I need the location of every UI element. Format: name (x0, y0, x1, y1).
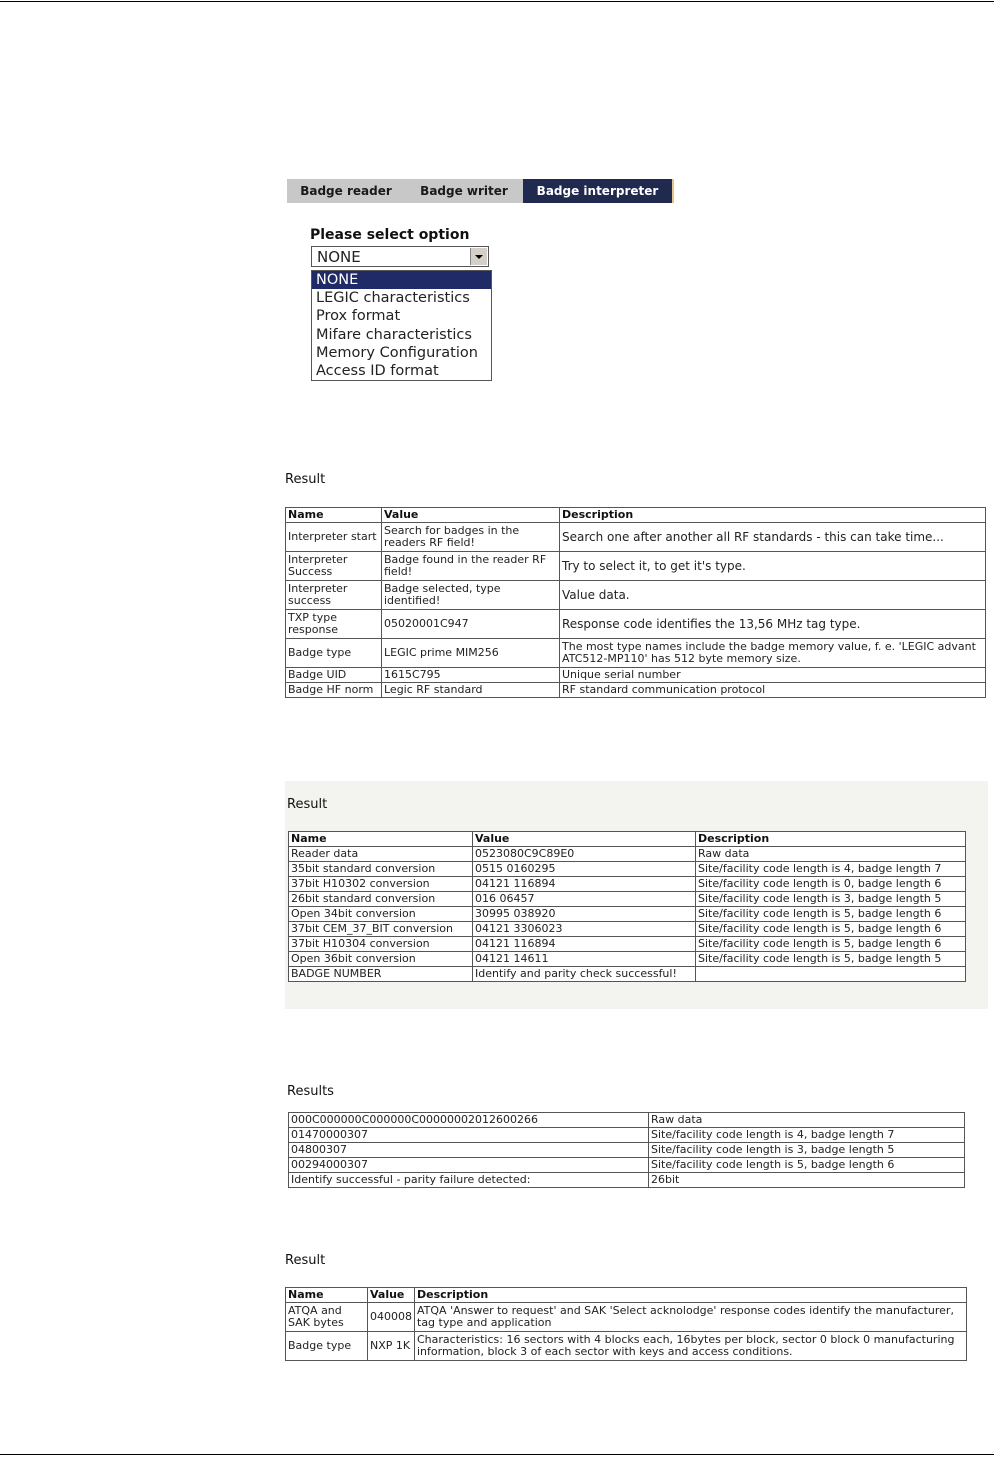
top-rule (0, 1, 994, 2)
cell: 1615C795 (382, 668, 560, 683)
table-row (289, 1143, 965, 1158)
cell: LEGIC prime MIM256 (382, 639, 560, 668)
cell: Characteristics: 16 sectors with 4 blocks each, 16bytes per block, sector 0 block 0 manufacturing information, block 3 of each sector with keys and access conditions. (415, 1332, 967, 1361)
table-row (289, 1158, 965, 1173)
cell: 37bit CEM_37_BIT conversion (289, 922, 473, 937)
table-row (286, 523, 986, 552)
table-row (289, 1113, 965, 1128)
cell: Unique serial number (560, 668, 986, 683)
bottom-rule (0, 1454, 994, 1455)
col-header: Description (415, 1288, 967, 1303)
cell: Badge found in the reader RF field! (382, 552, 560, 581)
cell: Site/facility code length is 5, badge length 6 (696, 937, 966, 952)
cell: Search for badges in the readers RF field! (382, 523, 560, 552)
cell: Identify successful - parity failure detected: (289, 1173, 649, 1188)
cell: NXP 1K (368, 1332, 415, 1361)
table-row (286, 668, 986, 683)
cell: 30995 038920 (473, 907, 696, 922)
cell: Interpreter success (286, 581, 382, 610)
chevron-down-icon[interactable] (470, 248, 487, 265)
cell: Try to select it, to get it's type. (560, 552, 986, 581)
table-row (286, 610, 986, 639)
select-value: NONE (317, 248, 361, 266)
col-header: Name (286, 1288, 368, 1303)
result4-title: Result (285, 1253, 326, 1268)
table-row (289, 922, 966, 937)
col-header: Name (289, 832, 473, 847)
table-row (289, 937, 966, 952)
cell: 04121 14611 (473, 952, 696, 967)
cell: 05020001C947 (382, 610, 560, 639)
cell: 04121 3306023 (473, 922, 696, 937)
result2-table (288, 831, 966, 982)
cell: Badge UID (286, 668, 382, 683)
cell: Badge type (286, 639, 382, 668)
result3-title: Results (287, 1084, 334, 1099)
result3-table (288, 1112, 965, 1188)
table-row (289, 892, 966, 907)
table-row (286, 683, 986, 698)
cell: The most type names include the badge memory value, f. e. 'LEGIC advant ATC512-MP110' has 512 byte memory size. (560, 639, 986, 668)
table-row (289, 1173, 965, 1188)
table-row (289, 1128, 965, 1143)
cell: Interpreter start (286, 523, 382, 552)
cell: Search one after another all RF standards - this can take time... (560, 523, 986, 552)
cell: Legic RF standard (382, 683, 560, 698)
cell: Site/facility code length is 3, badge length 5 (649, 1143, 965, 1158)
cell: Badge type (286, 1332, 368, 1361)
cell: Site/facility code length is 3, badge length 5 (696, 892, 966, 907)
cell: 0515 0160295 (473, 862, 696, 877)
cell (696, 967, 966, 982)
table-row (286, 1303, 967, 1332)
table-row (286, 581, 986, 610)
cell: 35bit standard conversion (289, 862, 473, 877)
table-row (289, 967, 966, 982)
cell: 040008 (368, 1303, 415, 1332)
tab-badge-interpreter[interactable]: Badge interpreter (523, 179, 672, 203)
cell: Raw data (696, 847, 966, 862)
table-row (286, 1332, 967, 1361)
cell: 37bit H10304 conversion (289, 937, 473, 952)
cell: BADGE NUMBER (289, 967, 473, 982)
col-header: Description (560, 508, 986, 523)
cell: Open 34bit conversion (289, 907, 473, 922)
cell: Site/facility code length is 4, badge length 7 (649, 1128, 965, 1143)
result2-title: Result (287, 797, 328, 812)
option-access-id[interactable]: Access ID format (316, 362, 439, 379)
cell: Badge selected, type identified! (382, 581, 560, 610)
option-select[interactable] (311, 246, 489, 267)
cell: Identify and parity check successful! (473, 967, 696, 982)
result1-table (285, 507, 986, 698)
option-mifare[interactable]: Mifare characteristics (316, 326, 472, 343)
cell: Site/facility code length is 4, badge length 7 (696, 862, 966, 877)
cell: ATQA and SAK bytes (286, 1303, 368, 1332)
cell: Reader data (289, 847, 473, 862)
option-none[interactable]: NONE (312, 271, 491, 289)
table-row (289, 862, 966, 877)
cell: 00294000307 (289, 1158, 649, 1173)
cell: Value data. (560, 581, 986, 610)
cell: 26bit (649, 1173, 965, 1188)
result1-title: Result (285, 472, 326, 487)
tab-badge-reader[interactable]: Badge reader (300, 184, 392, 198)
col-header: Description (696, 832, 966, 847)
col-header: Value (382, 508, 560, 523)
cell: Response code identifies the 13,56 MHz tag type. (560, 610, 986, 639)
cell: ATQA 'Answer to request' and SAK 'Select acknolodge' response codes identify the manufacturer, tag type and application (415, 1303, 967, 1332)
col-header: Value (368, 1288, 415, 1303)
option-prox[interactable]: Prox format (316, 308, 401, 325)
cell: 04121 116894 (473, 877, 696, 892)
col-header: Value (473, 832, 696, 847)
result4-table (285, 1287, 967, 1361)
cell: Site/facility code length is 5, badge length 6 (696, 922, 966, 937)
cell: Raw data (649, 1113, 965, 1128)
table-row (289, 877, 966, 892)
cell: 016 06457 (473, 892, 696, 907)
option-memory[interactable]: Memory Configuration (316, 344, 478, 361)
cell: Interpreter Success (286, 552, 382, 581)
table-row (289, 952, 966, 967)
tab-bar (287, 179, 674, 203)
col-header: Name (286, 508, 382, 523)
cell: Site/facility code length is 0, badge length 6 (696, 877, 966, 892)
cell: 01470000307 (289, 1128, 649, 1143)
table-row (289, 847, 966, 862)
cell: Badge HF norm (286, 683, 382, 698)
cell: TXP type response (286, 610, 382, 639)
option-dropdown (311, 270, 492, 381)
cell: RF standard communication protocol (560, 683, 986, 698)
cell: 000C000000C000000C00000002012600266 (289, 1113, 649, 1128)
cell: 37bit H10302 conversion (289, 877, 473, 892)
cell: Site/facility code length is 5, badge length 6 (696, 907, 966, 922)
tab-edge (672, 179, 674, 203)
cell: 0523080C9C89E0 (473, 847, 696, 862)
cell: 26bit standard conversion (289, 892, 473, 907)
cell: Open 36bit conversion (289, 952, 473, 967)
cell: Site/facility code length is 5, badge length 5 (696, 952, 966, 967)
cell: 04800307 (289, 1143, 649, 1158)
table-row (289, 907, 966, 922)
tab-badge-writer[interactable]: Badge writer (420, 184, 508, 198)
table-row (286, 552, 986, 581)
table-row (286, 639, 986, 668)
cell: 04121 116894 (473, 937, 696, 952)
select-label: Please select option (310, 227, 470, 243)
cell: Site/facility code length is 5, badge length 6 (649, 1158, 965, 1173)
option-legic[interactable]: LEGIC characteristics (316, 290, 470, 307)
